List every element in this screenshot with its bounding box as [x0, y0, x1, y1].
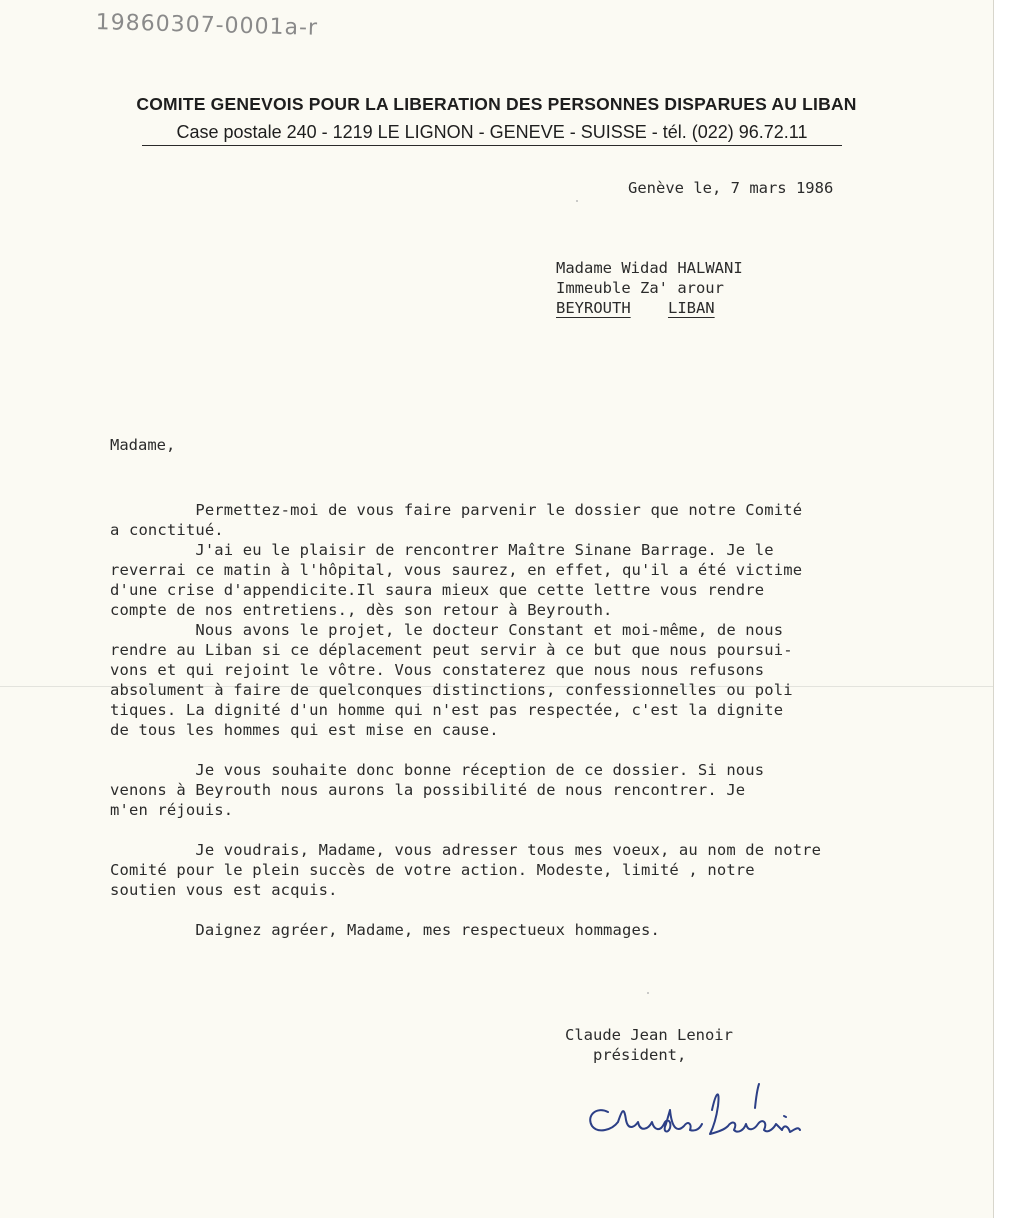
letterhead-address: Case postale 240 - 1219 LE LIGNON - GENEVE - SUISSE - tél. (022) 96.72.11 [142, 122, 842, 146]
recipient-city: BEYROUTH [556, 299, 631, 317]
recipient-block [556, 258, 743, 318]
body-line: compte de nos entretiens., dès son retour à Beyrouth. [110, 601, 613, 619]
body-line: m'en réjouis. [110, 801, 234, 819]
recipient-country: LIBAN [667, 299, 715, 317]
body-line [110, 900, 821, 920]
body-line: Permettez-moi de vous faire parvenir le dossier que notre Comité [110, 501, 803, 519]
letterhead-organization: COMITE GENEVOIS POUR LA LIBERATION DES PERSONNES DISPARUES AU LIBAN [136, 94, 857, 114]
body-line: a conctitué. [110, 521, 224, 539]
body-line: absolument à faire de quelconques distinctions, confessionnelles ou poli [110, 681, 793, 699]
letter-body [110, 500, 821, 940]
paper-fold-line [0, 686, 993, 687]
body-line: reverrai ce matin à l'hôpital, vous saurez, en effet, qu'il a été victime [110, 561, 803, 579]
body-line: Je voudrais, Madame, vous adresser tous mes voeux, au nom de notre [110, 841, 822, 859]
body-line: d'une crise d'appendicite.Il saura mieux que cette lettre vous rendre [110, 581, 765, 599]
body-line: de tous les hommes qui est mise en cause. [110, 721, 499, 739]
body-line: Nous avons le projet, le docteur Constant et moi-même, de nous [110, 621, 784, 639]
body-line: rendre au Liban si ce déplacement peut servir à ce but que nous poursui- [110, 641, 793, 659]
signatory-name: Claude Jean Lenoir [565, 1026, 733, 1044]
body-line: J'ai eu le plaisir de rencontrer Maître Sinane Barrage. Je le [110, 541, 774, 559]
body-line: Daignez agréer, Madame, mes respectueux hommages. [110, 921, 660, 939]
paper-speck [576, 200, 578, 202]
handwritten-signature [578, 1080, 818, 1150]
recipient-name: Madame Widad HALWANI [556, 259, 743, 277]
body-line: venons à Beyrouth nous aurons la possibilité de nous rencontrer. Je [110, 781, 746, 799]
body-line: Je vous souhaite donc bonne réception de ce dossier. Si nous [110, 761, 765, 779]
body-line: vons et qui rejoint le vôtre. Vous constaterez que nous nous refusons [110, 661, 765, 679]
body-line: soutien vous est acquis. [110, 881, 338, 899]
body-line: Comité pour le plein succès de votre action. Modeste, limité , notre [110, 861, 755, 879]
date-line: Genève le, 7 mars 1986 [628, 179, 834, 197]
paper-speck [647, 992, 649, 994]
salutation: Madame, [110, 436, 176, 454]
body-line [110, 740, 821, 760]
signatory-title: président, [565, 1046, 687, 1064]
closing-block [565, 1025, 733, 1065]
body-line: tiques. La dignité d'un homme qui n'est pas respectée, c'est la dignite [110, 701, 784, 719]
recipient-building: Immeuble Za' arour [556, 279, 724, 297]
archive-reference: 19860307-0001a-r [95, 10, 319, 41]
recipient-surname: HALWANI [677, 259, 743, 277]
body-line [110, 820, 821, 840]
